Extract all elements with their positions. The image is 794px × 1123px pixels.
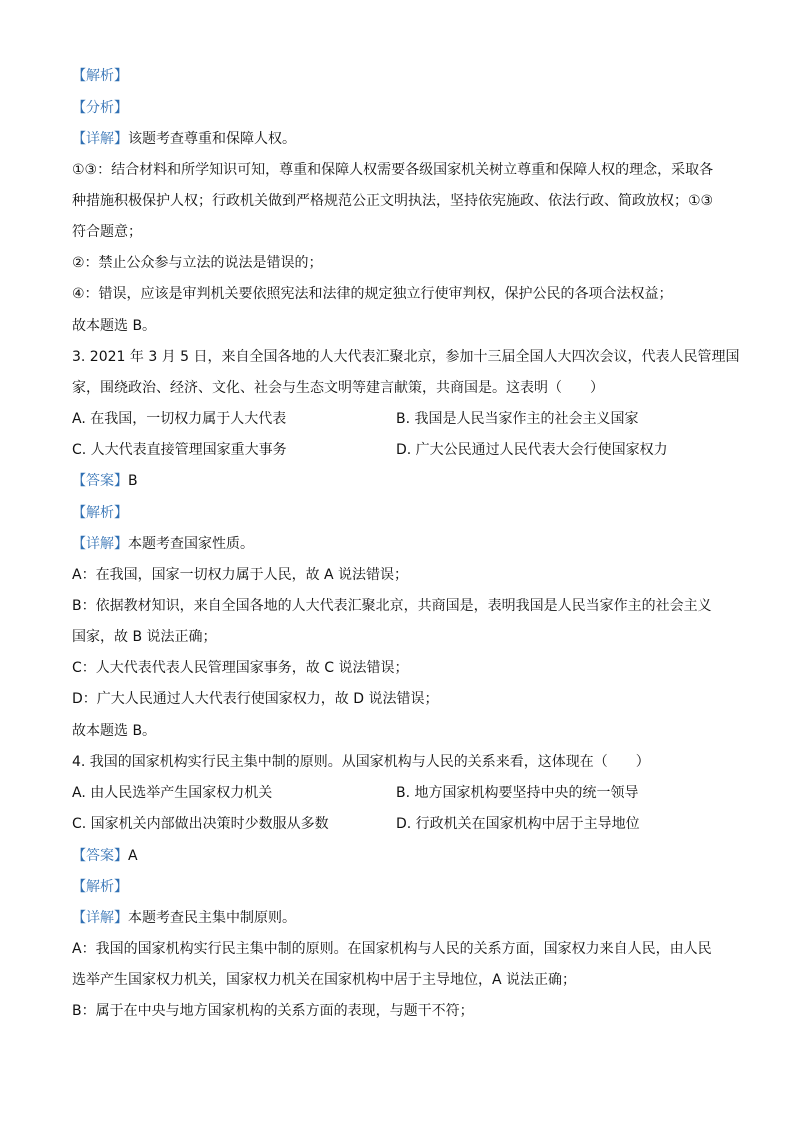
- option-b: B. 地方国家机构要坚持中央的统一领导: [396, 785, 639, 801]
- question-stem: 4. 我国的国家机构实行民主集中制的原则。从国家机构与人民的关系来看，这体现在（ ）: [72, 754, 650, 770]
- xiangjie-line: [72, 534, 254, 554]
- xiangjie-text: 该题考查尊重和保障人权。: [128, 131, 296, 147]
- analysis-line: A：在我国，国家一切权力属于人民，故 A 说法错误；: [72, 567, 409, 583]
- jiexi-heading: 【解析】: [72, 879, 128, 895]
- xiangjie-line: [72, 129, 296, 149]
- option-c: C. 人大代表直接管理国家重大事务: [72, 442, 287, 458]
- question-stem: 3. 2021 年 3 月 5 日，来自全国各地的人大代表汇聚北京，参加十三届全国人大四次会议，代表人民管理国: [72, 349, 740, 365]
- answer-line: [72, 846, 138, 866]
- answer-line: [72, 471, 138, 491]
- question-stem: 家，围绕政治、经济、文化、社会与生态文明等建言献策，共商国是。这表明（ ）: [72, 380, 604, 396]
- analysis-line: 种措施积极保护人权；行政机关做到严格规范公正文明执法，坚持依宪施政、依法行政、简政放权；①③: [72, 193, 714, 209]
- analysis-line: 选举产生国家权力机关，国家权力机关在国家机构中居于主导地位，A 说法正确；: [72, 972, 577, 988]
- analysis-line: C：人大代表代表人民管理国家事务，故 C 说法错误；: [72, 660, 409, 676]
- analysis-line: B：属于在中央与地方国家机构的关系方面的表现，与题干不符；: [72, 1003, 474, 1019]
- conclusion-line: 故本题选 B。: [72, 723, 157, 739]
- analysis-line: 国家，故 B 说法正确；: [72, 629, 217, 645]
- option-a: A. 由人民选举产生国家权力机关: [72, 785, 273, 801]
- xiangjie-text: 本题考查民主集中制原则。: [128, 910, 296, 926]
- fenxi-heading: 【分析】: [72, 100, 128, 116]
- analysis-line: A：我国的国家机构实行民主集中制的原则。在国家机构与人民的关系方面，国家权力来自人民，由人民: [72, 941, 712, 957]
- analysis-line: D：广大人民通过人大代表行使国家权力，故 D 说法错误；: [72, 691, 439, 707]
- analysis-line: ①③：结合材料和所学知识可知，尊重和保障人权需要各级国家机关树立尊重和保障人权的理念，采取各: [72, 162, 714, 178]
- option-a: A. 在我国，一切权力属于人大代表: [72, 411, 287, 427]
- conclusion-line: 故本题选 B。: [72, 318, 157, 334]
- option-d: D. 行政机关在国家机构中居于主导地位: [396, 816, 640, 832]
- analysis-line: 符合题意；: [72, 224, 142, 240]
- answer-value: B: [128, 473, 138, 489]
- option-c: C. 国家机关内部做出决策时少数服从多数: [72, 816, 329, 832]
- analysis-line: ②：禁止公众参与立法的说法是错误的；: [72, 255, 323, 271]
- xiangjie-tag: 【详解】: [72, 131, 128, 147]
- analysis-line: B：依据教材知识，来自全国各地的人大代表汇聚北京，共商国是，表明我国是人民当家作主的社会主义: [72, 598, 712, 614]
- answer-value: A: [128, 848, 138, 864]
- jiexi-heading: 【解析】: [72, 505, 128, 521]
- xiangjie-tag: 【详解】: [72, 536, 128, 552]
- option-d: D. 广大公民通过人民代表大会行使国家权力: [396, 442, 668, 458]
- jiexi-heading: 【解析】: [72, 68, 128, 84]
- xiangjie-tag: 【详解】: [72, 910, 128, 926]
- option-b: B. 我国是人民当家作主的社会主义国家: [396, 411, 639, 427]
- analysis-line: ④：错误，应该是审判机关要依照宪法和法律的规定独立行使审判权，保护公民的各项合法权益；: [72, 286, 673, 302]
- xiangjie-line: [72, 908, 296, 928]
- answer-tag: 【答案】: [72, 848, 128, 864]
- answer-tag: 【答案】: [72, 473, 128, 489]
- xiangjie-text: 本题考查国家性质。: [128, 536, 254, 552]
